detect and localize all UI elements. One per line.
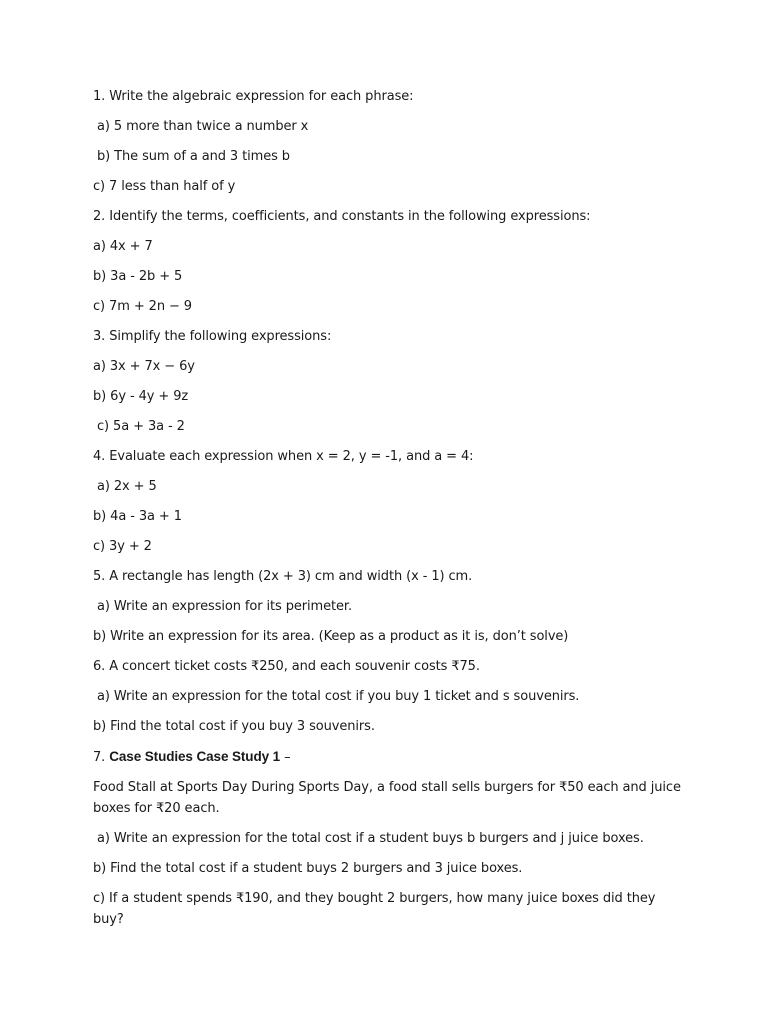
question-6b: b) Find the total cost if you buy 3 souvenirs.	[93, 719, 375, 734]
question-2: 2. Identify the terms, coefficients, and constants in the following expressions:	[93, 209, 591, 224]
question-7-dash: –	[280, 750, 291, 765]
question-4c: c) 3y + 2	[93, 539, 152, 554]
question-1b: b) The sum of a and 3 times b	[97, 149, 290, 164]
question-2c: c) 7m + 2n − 9	[93, 299, 192, 314]
case-study-description: Food Stall at Sports Day During Sports Day, a food stall sells burgers for ₹50 each and juice boxes for ₹20 each.	[93, 780, 685, 816]
question-1a: a) 5 more than twice a number x	[97, 119, 309, 134]
case-question-b: b) Find the total cost if a student buys 2 burgers and 3 juice boxes.	[93, 861, 523, 876]
case-question-c: c) If a student spends ₹190, and they bought 2 burgers, how many juice boxes did they buy?	[93, 891, 660, 927]
question-3: 3. Simplify the following expressions:	[93, 329, 332, 344]
case-question-a: a) Write an expression for the total cost if a student buys b burgers and j juice boxes.	[97, 831, 644, 846]
question-5a: a) Write an expression for its perimeter.	[97, 599, 352, 614]
question-4b: b) 4a - 3a + 1	[93, 509, 182, 524]
question-7	[93, 746, 683, 768]
question-3b: b) 6y - 4y + 9z	[93, 389, 189, 404]
question-4a: a) 2x + 5	[97, 479, 157, 494]
question-2a: a) 4x + 7	[93, 239, 153, 254]
question-5b: b) Write an expression for its area. (Keep as a product as it is, don’t solve)	[93, 629, 569, 644]
question-7-number: 7.	[93, 750, 110, 765]
question-6: 6. A concert ticket costs ₹250, and each souvenir costs ₹75.	[93, 659, 480, 674]
question-6a: a) Write an expression for the total cost if you buy 1 ticket and s souvenirs.	[97, 689, 580, 704]
question-1c: c) 7 less than half of y	[93, 179, 236, 194]
question-4: 4. Evaluate each expression when x = 2, y = -1, and a = 4:	[93, 449, 474, 464]
document-page	[93, 86, 683, 939]
question-3a: a) 3x + 7x − 6y	[93, 359, 195, 374]
question-5: 5. A rectangle has length (2x + 3) cm and width (x - 1) cm.	[93, 569, 473, 584]
question-2b: b) 3a - 2b + 5	[93, 269, 183, 284]
question-1: 1. Write the algebraic expression for each phrase:	[93, 89, 414, 104]
case-study-heading: Case Studies Case Study 1	[109, 749, 281, 764]
question-3c: c) 5a + 3a - 2	[97, 419, 185, 434]
